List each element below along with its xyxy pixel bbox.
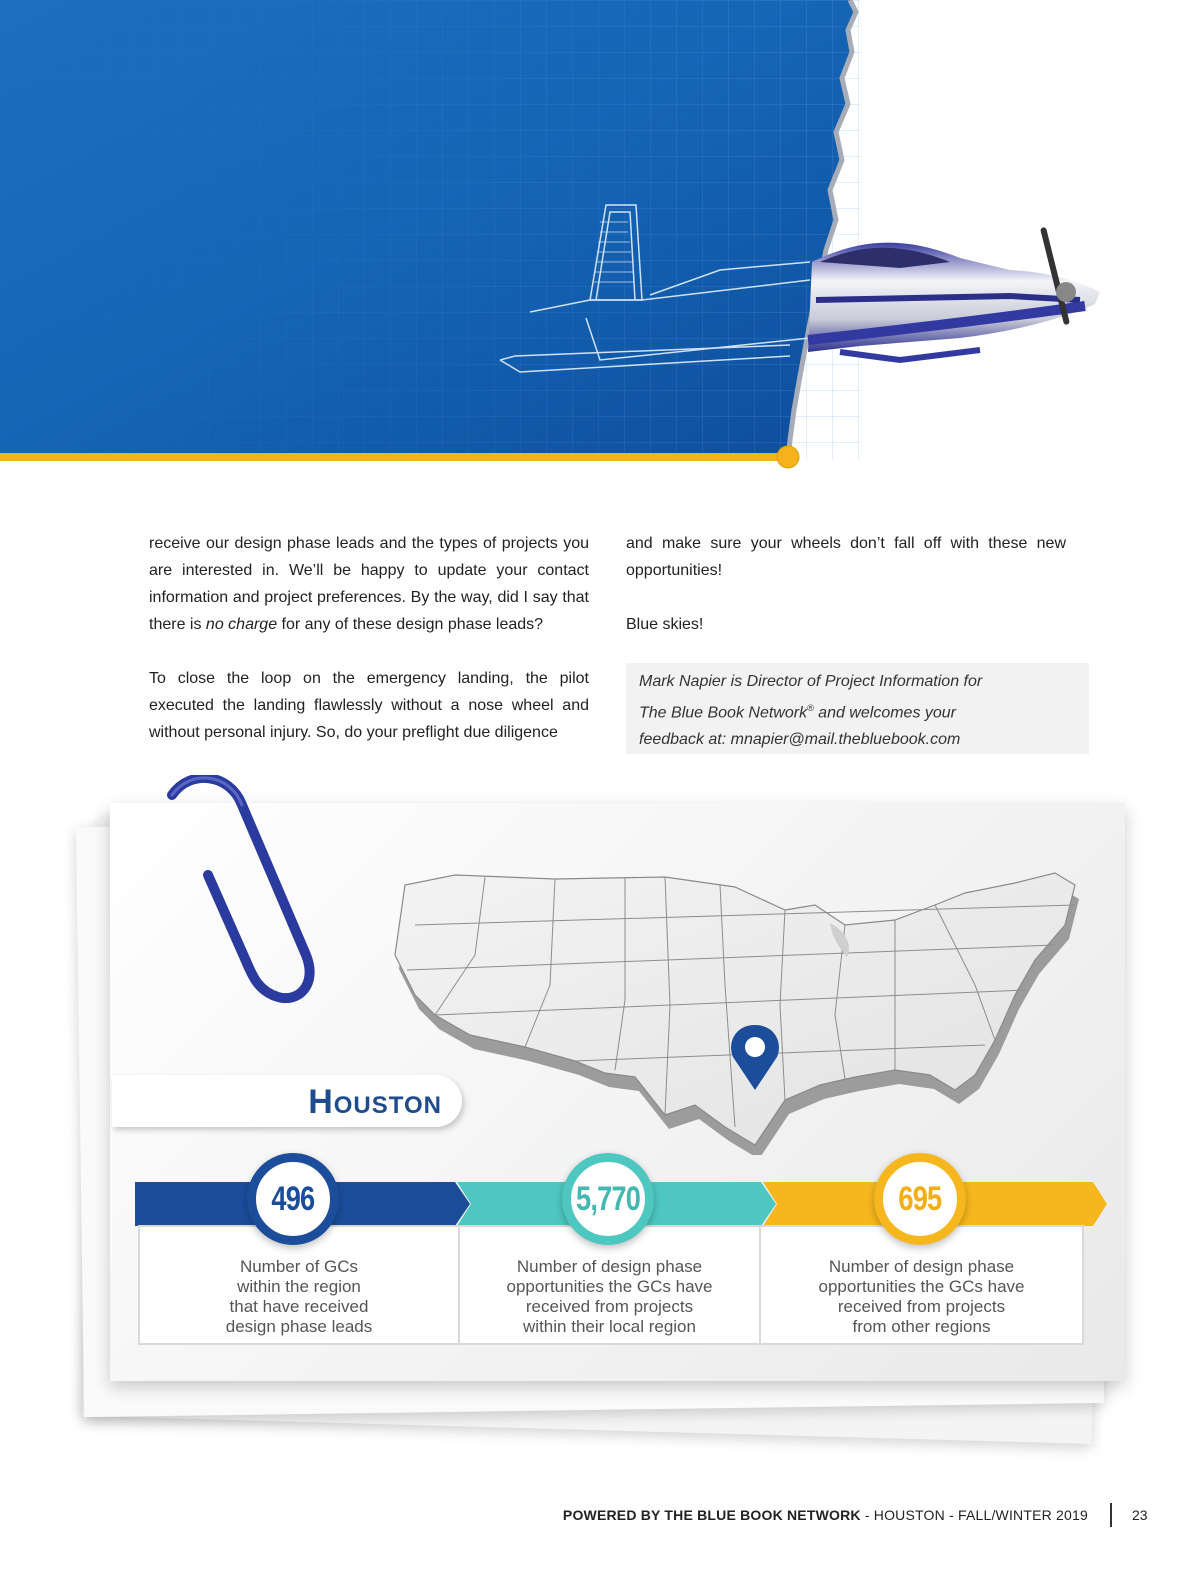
stat-value: 695 — [898, 1179, 942, 1218]
article-left-column — [149, 530, 589, 773]
article-paragraph: and make sure your wheels don’t fall off with these new opportunities! — [626, 535, 1066, 579]
bio-email: feedback at: mnapier@mail.thebluebook.com — [639, 731, 961, 749]
stat-value: 496 — [271, 1179, 315, 1218]
stat-desc-line: received from projects — [837, 1297, 1006, 1316]
stat-desc-line: Number of design phase — [828, 1257, 1015, 1276]
page-number: 23 — [1132, 1507, 1148, 1523]
hero-rule-dot — [777, 446, 799, 468]
us-map-illustration — [375, 865, 1095, 1155]
stat-desc-line: design phase leads — [225, 1317, 373, 1336]
stat-desc-line: from other regions — [852, 1317, 991, 1336]
infographic — [50, 770, 1150, 1490]
city-label-tab — [112, 1075, 462, 1127]
footer-brand: POWERED BY THE BLUE BOOK NETWORK — [562, 1507, 861, 1523]
sign-off: Blue skies! — [626, 616, 704, 633]
city-name: Houston — [308, 1083, 442, 1121]
stat-desc-line: received from projects — [525, 1297, 694, 1316]
paperclip-icon — [160, 775, 330, 1005]
stat-desc-line: opportunities the GCs have — [506, 1277, 713, 1296]
footer-divider — [1110, 1503, 1112, 1527]
article-right-column — [626, 530, 1066, 665]
stat-desc-line: Number of GCs — [239, 1257, 359, 1276]
stat-desc-line: within their local region — [523, 1317, 696, 1336]
stat-badge-local — [562, 1153, 654, 1245]
stat-badge-other — [874, 1153, 966, 1245]
stat-desc-line: opportunities the GCs have — [818, 1277, 1025, 1296]
stat-desc-line: that have received — [229, 1297, 369, 1316]
hero-yellow-rule — [0, 453, 790, 461]
stat-desc-line: within the region — [237, 1277, 361, 1296]
bio-line: The Blue Book Network® and welcomes your — [639, 703, 957, 722]
stat-badge-gcs — [247, 1153, 339, 1245]
page-footer — [563, 1507, 1088, 1523]
stat-desc-line: Number of design phase — [516, 1257, 703, 1276]
author-bio — [626, 663, 1089, 754]
stat-value: 5,770 — [575, 1179, 641, 1218]
article-paragraph: To close the loop on the emergency landing, the pilot executed the landing flawlessly without a nose wheel and without personal injury. So, do your preflight due diligence — [149, 670, 589, 741]
bio-line: Mark Napier is Director of Project Information for — [639, 673, 983, 690]
footer-issue: - HOUSTON - FALL/WINTER 2019 — [860, 1507, 1088, 1523]
article-paragraph: receive our design phase leads and the types of projects you are interested in. We’ll be happy to update your contact information and project preferences. By the way, did I say that there is no charge for any of these design phase leads? — [149, 535, 589, 633]
hero-image — [0, 0, 1200, 480]
